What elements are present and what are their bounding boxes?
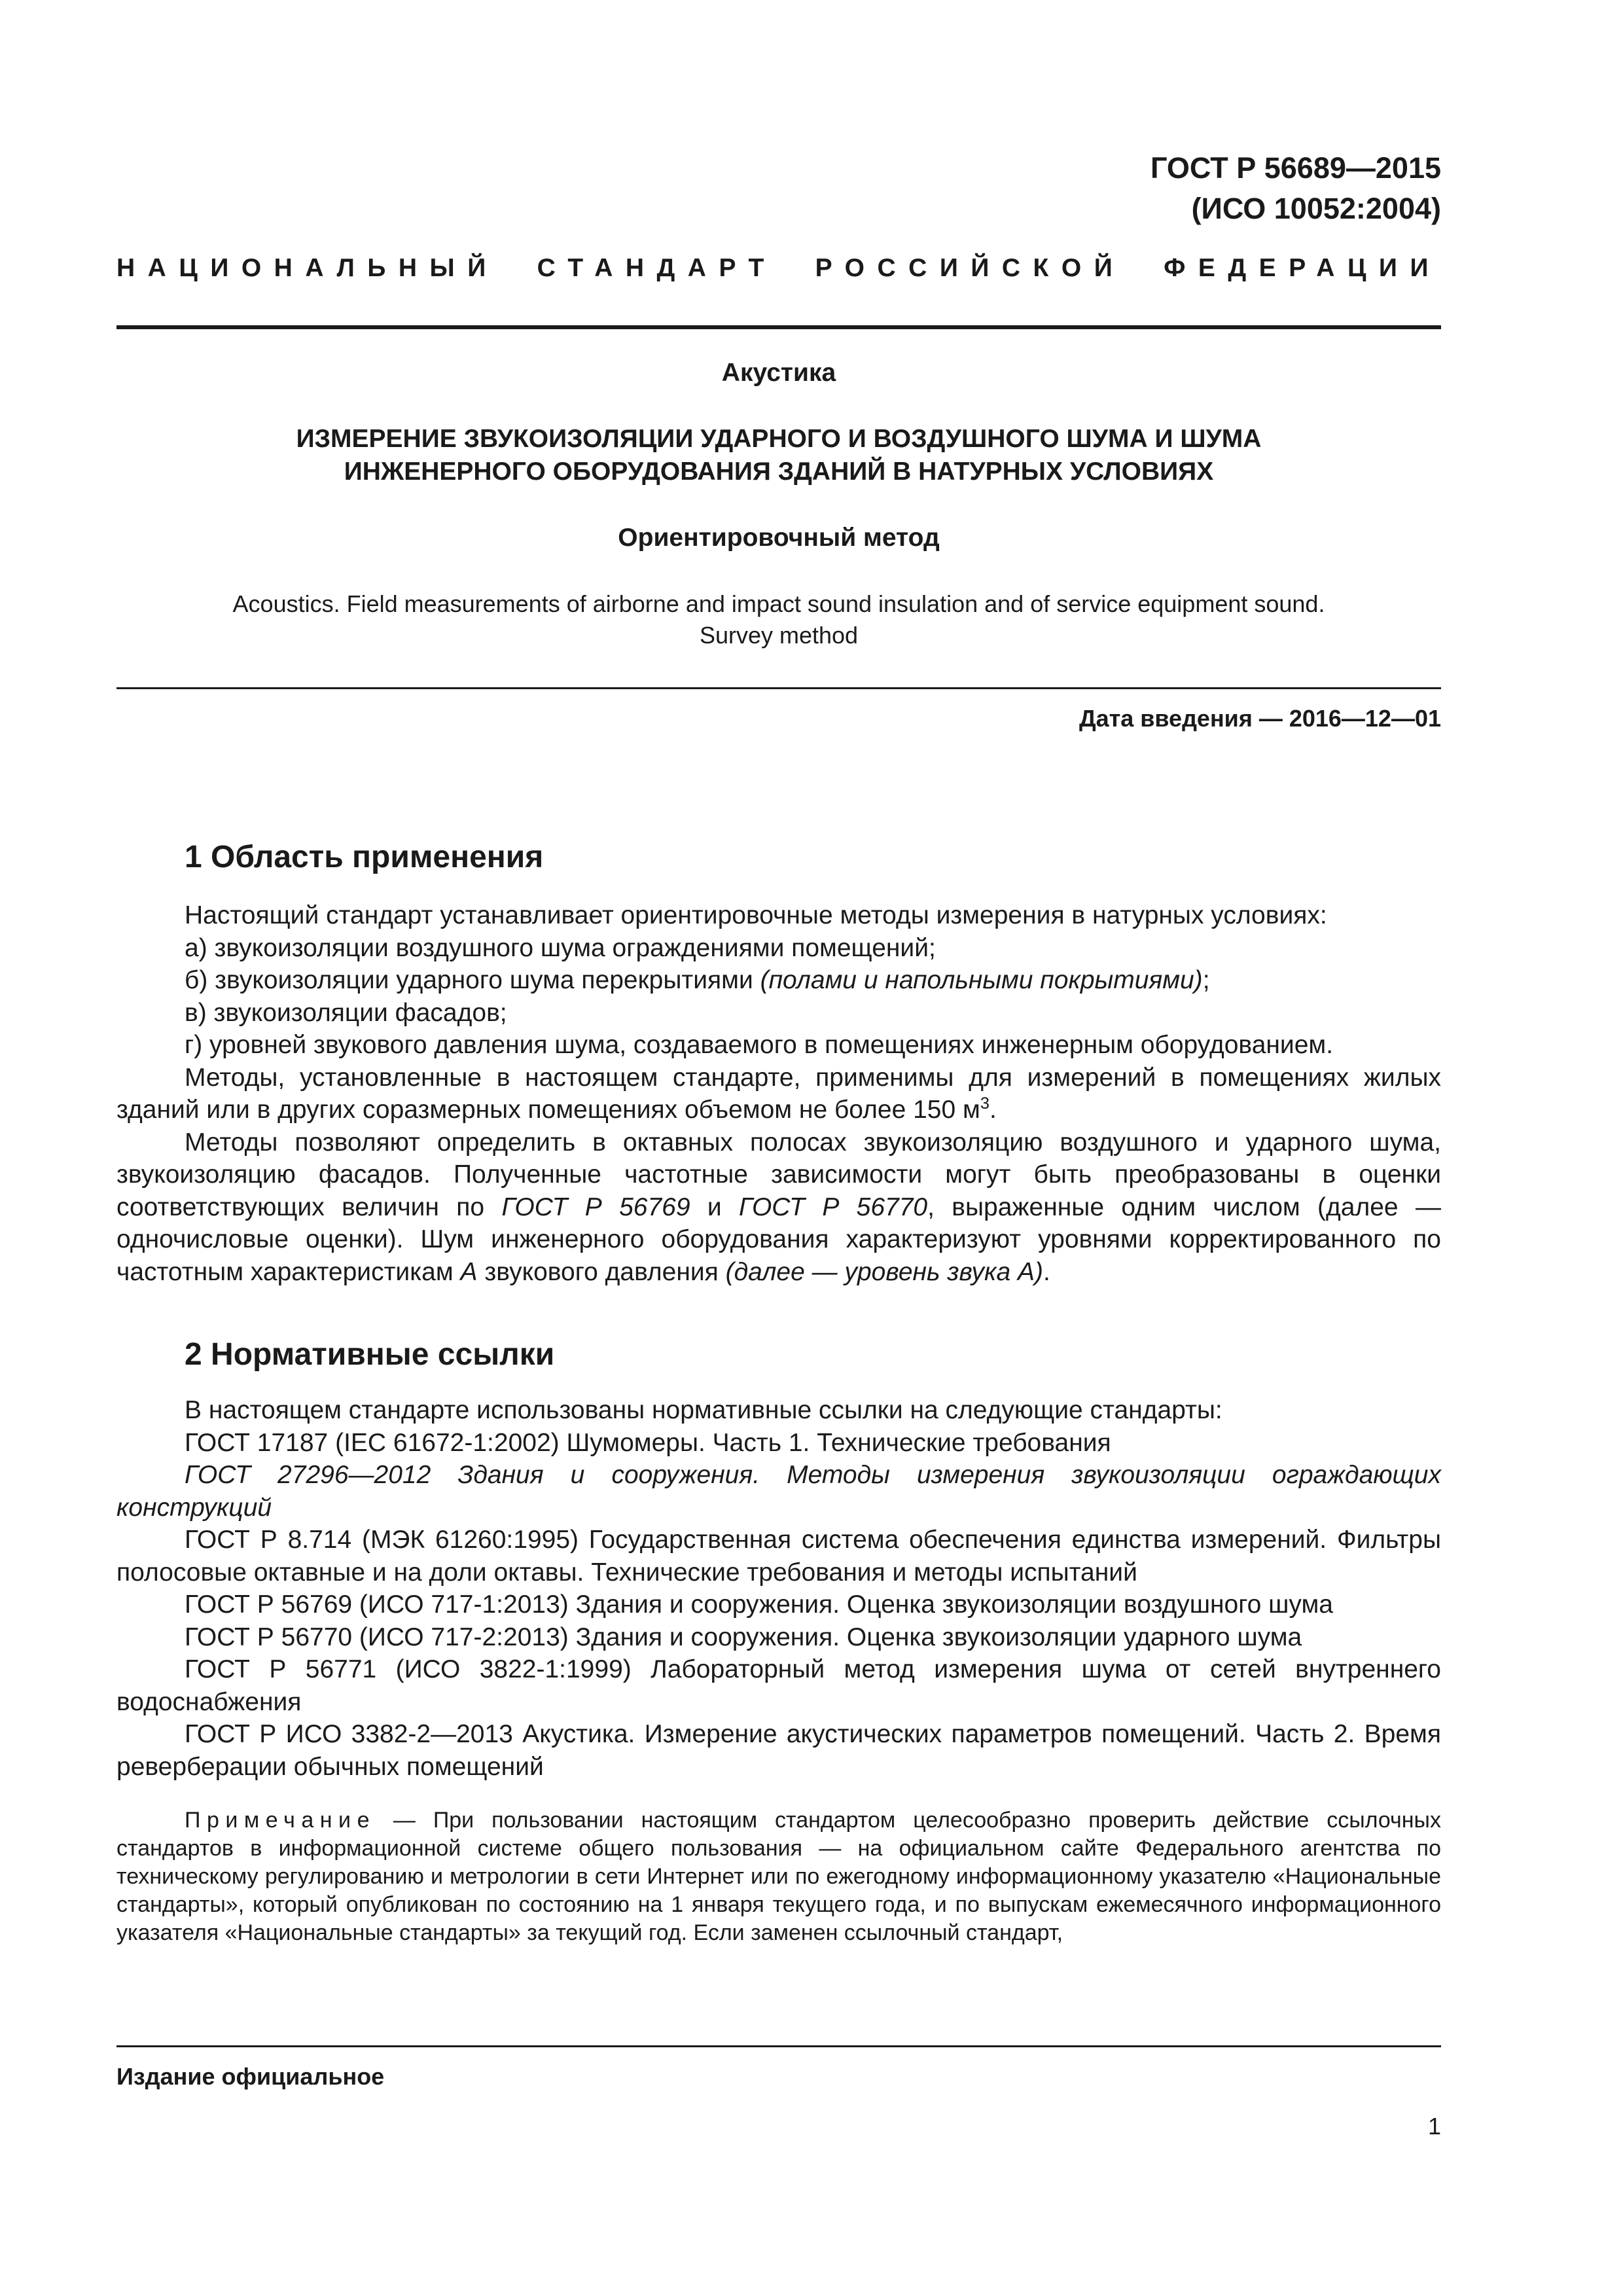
section-2-heading: 2 Нормативные ссылки (185, 1337, 555, 1372)
scope-methods: Методы позволяют определить в октавных полосах звукоизоляцию воздушного и ударного шума, звукоизоляцию фасадов. Полученные частотные зависимости могут быть преобразованы в оценки соответствующих величин по ГОСТ Р 56769 и ГОСТ Р 56770, выраженные одним числом (далее — одночисловые оценки). Шум инженерного оборудования характеризуют уровнями корректированного по частотным характеристикам А звукового давления (далее — уровень звука А). (116, 1128, 1441, 1286)
introduction-date: Дата введения — 2016—12—01 (1079, 705, 1441, 732)
document-title (116, 423, 1441, 488)
page-number: 1 (1427, 2113, 1441, 2140)
document-title-line1: ИЗМЕРЕНИЕ ЗВУКОИЗОЛЯЦИИ УДАРНОГО И ВОЗДУШНОГО ШУМА И ШУМА (296, 425, 1262, 453)
section-2-body (116, 1394, 1441, 1783)
subject-title: Акустика (721, 359, 836, 387)
header-divider (116, 325, 1441, 329)
scope-intro: Настоящий стандарт устанавливает ориентировочные методы измерения в натурных условиях: (185, 901, 1327, 929)
english-title-line1: Acoustics. Field measurements of airborne and impact sound insulation and of service equipment sound. (232, 590, 1325, 617)
title-divider (116, 687, 1441, 689)
scope-item-b: б) звукоизоляции ударного шума перекрытиями (полами и напольными покрытиями); (185, 966, 1210, 994)
official-edition-label: Издание официальное (116, 2063, 385, 2090)
reference-item: ГОСТ Р 8.714 (МЭК 61260:1995) Государственная система обеспечения единства измерений. Фильтры полосовые октавные и на доли октавы. Технические требования и методы испытаний (116, 1526, 1441, 1587)
scope-item-v: в) звукоизоляции фасадов; (185, 998, 507, 1027)
references-intro: В настоящем стандарте использованы нормативные ссылки на следующие стандарты: (185, 1396, 1222, 1424)
standard-code: ГОСТ Р 56689—2015 (1150, 151, 1441, 185)
section-1-heading: 1 Область применения (185, 840, 544, 874)
reference-item: ГОСТ Р ИСО 3382-2—2013 Акустика. Измерение акустических параметров помещений. Часть 2. Время реверберации обычных помещений (116, 1720, 1441, 1781)
reference-item: ГОСТ Р 56770 (ИСО 717-2:2013) Здания и сооружения. Оценка звукоизоляции ударного шума (185, 1623, 1302, 1651)
document-title-line2: ИНЖЕНЕРНОГО ОБОРУДОВАНИЯ ЗДАНИЙ В НАТУРНЫХ УСЛОВИЯХ (344, 457, 1214, 486)
reference-item: ГОСТ 27296—2012 Здания и сооружения. Методы измерения звукоизоляции ограждающих конструкций (116, 1461, 1441, 1522)
iso-code: (ИСО 10052:2004) (1191, 192, 1441, 225)
note-label: Примечание (185, 1808, 376, 1833)
reference-item: ГОСТ 17187 (IEC 61672-1:2002) Шумомеры. Часть 1. Технические требования (185, 1428, 1111, 1457)
scope-item-a: а) звукоизоляции воздушного шума ограждениями помещений; (185, 933, 936, 962)
scope-applicability: Методы, установленные в настоящем стандарте, применимы для измерений в помещениях жилых зданий или в других соразмерных помещениях объемом не более 150 $м^3$. (116, 1063, 1441, 1124)
footer-divider (116, 2045, 1441, 2047)
national-standard-banner: НАЦИОНАЛЬНЫЙ СТАНДАРТ РОССИЙСКОЙ ФЕДЕРАЦИИ (116, 254, 1441, 282)
reference-item: ГОСТ Р 56769 (ИСО 717-1:2013) Здания и сооружения. Оценка звукоизоляции воздушного шума (185, 1590, 1333, 1619)
section-1-body (116, 899, 1441, 1288)
scope-item-g: г) уровней звукового давления шума, создаваемого в помещениях инженерным оборудованием. (185, 1031, 1334, 1059)
english-title-line2: Survey method (699, 622, 859, 649)
note-text: — При пользовании настоящим стандартом целесообразно проверить действие ссылочных стандартов в информационной системе общего пользования — на официальном сайте Федерального агентства по техническому регулированию и метрологии в сети Интернет или по ежегодному информационному указателю «Национальные стандарты», который опубликован по состоянию на 1 января текущего года, и по выпускам ежемесячного информационного указателя «Национальные стандарты» за текущий год. Если заменен ссылочный стандарт, (116, 1808, 1441, 1945)
english-title (116, 588, 1441, 651)
method-subtitle: Ориентировочный метод (618, 524, 940, 552)
references-note (116, 1806, 1441, 1947)
reference-item: ГОСТ Р 56771 (ИСО 3822-1:1999) Лабораторный метод измерения шума от сетей внутреннего водоснабжения (116, 1655, 1441, 1716)
